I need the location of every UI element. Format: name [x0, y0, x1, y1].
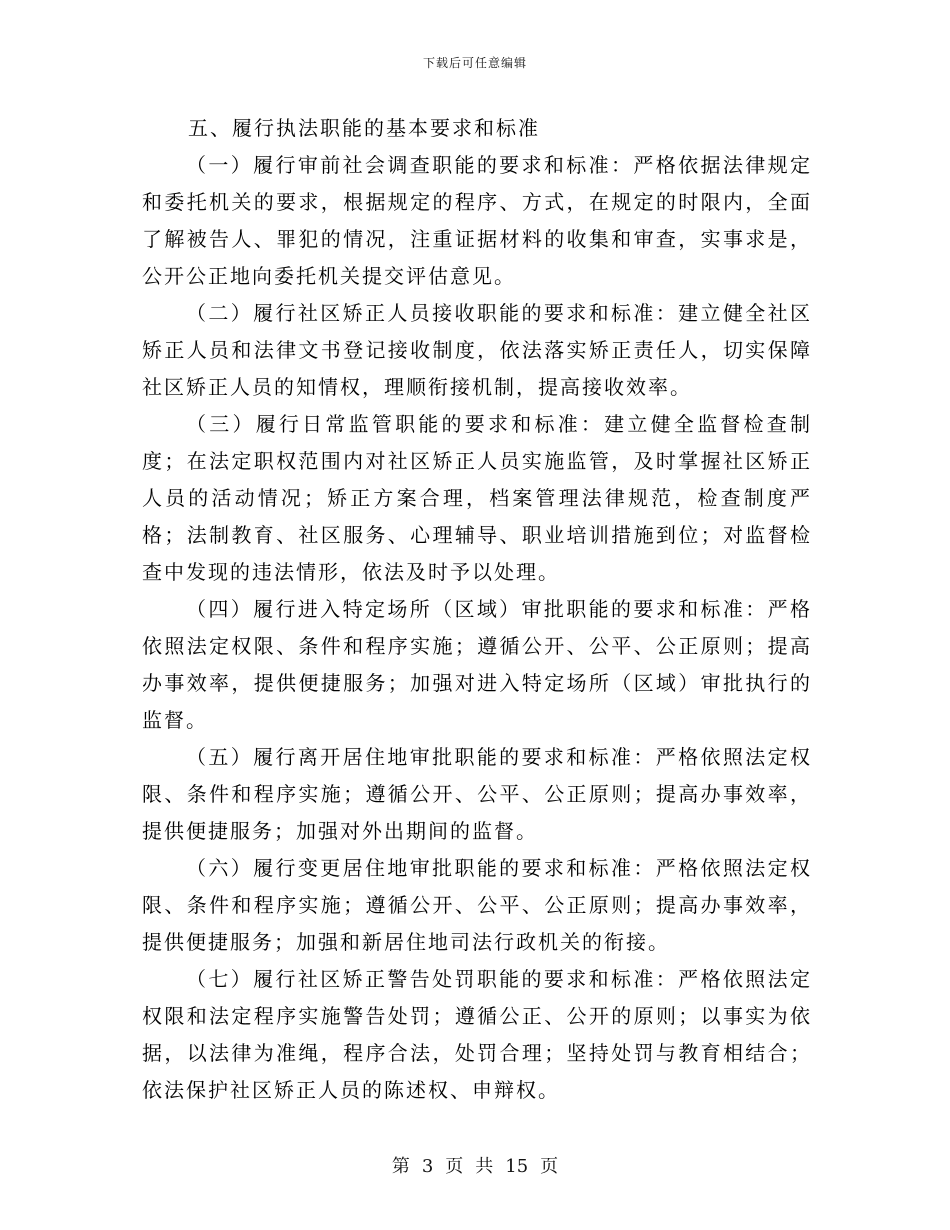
footer-prefix: 第 — [391, 1156, 410, 1177]
paragraph-2: （二）履行社区矫正人员接收职能的要求和标准：建立健全社区矫正人员和法律文书登记接收制度，依法落实矫正责任人，切实保障社区矫正人员的知情权，理顺衔接机制，提高接收效率。 — [142, 301, 812, 399]
footer-total-word: 共 — [475, 1156, 494, 1177]
total-page-count: 15 — [505, 1156, 529, 1177]
current-page-number: 3 — [421, 1156, 434, 1177]
document-body — [142, 110, 812, 1109]
page-header: 下载后可任意编辑 — [422, 56, 527, 70]
paragraph-6: （六）履行变更居住地审批职能的要求和标准：严格依照法定权限、条件和程序实施；遵循公开、公平、公正原则；提高办事效率，提供便捷服务；加强和新居住地司法行政机关的衔接。 — [142, 856, 812, 954]
paragraph-4: （四）履行进入特定场所（区域）审批职能的要求和标准：严格依照法定权限、条件和程序实施；遵循公开、公平、公正原则；提高办事效率，提供便捷服务；加强对进入特定场所（区域）审批执行的监督。 — [142, 597, 812, 732]
page-footer — [0, 1152, 950, 1178]
paragraph-7: （七）履行社区矫正警告处罚职能的要求和标准：严格依照法定权限和法定程序实施警告处罚；遵循公正、公开的原则；以事实为依据，以法律为准绳，程序合法，处罚合理；坚持处罚与教育相结合；依法保护社区矫正人员的陈述权、申辩权。 — [142, 967, 812, 1102]
footer-page-word: 页 — [445, 1156, 464, 1177]
paragraph-1: （一）履行审前社会调查职能的要求和标准：严格依据法律规定和委托机关的要求，根据规定的程序、方式，在规定的时限内，全面了解被告人、罪犯的情况，注重证据材料的收集和审查，实事求是，公开公正地向委托机关提交评估意见。 — [142, 153, 812, 288]
section-heading: 五、履行执法职能的基本要求和标准 — [188, 116, 540, 140]
footer-suffix: 页 — [540, 1156, 559, 1177]
paragraph-5: （五）履行离开居住地审批职能的要求和标准：严格依照法定权限、条件和程序实施；遵循公开、公平、公正原则；提高办事效率，提供便捷服务；加强对外出期间的监督。 — [142, 745, 812, 843]
paragraph-3: （三）履行日常监管职能的要求和标准：建立健全监督检查制度；在法定职权范围内对社区矫正人员实施监管，及时掌握社区矫正人员的活动情况；矫正方案合理，档案管理法律规范，检查制度严格；法制教育、社区服务、心理辅导、职业培训措施到位；对监督检查中发现的违法情形，依法及时予以处理。 — [142, 412, 812, 584]
